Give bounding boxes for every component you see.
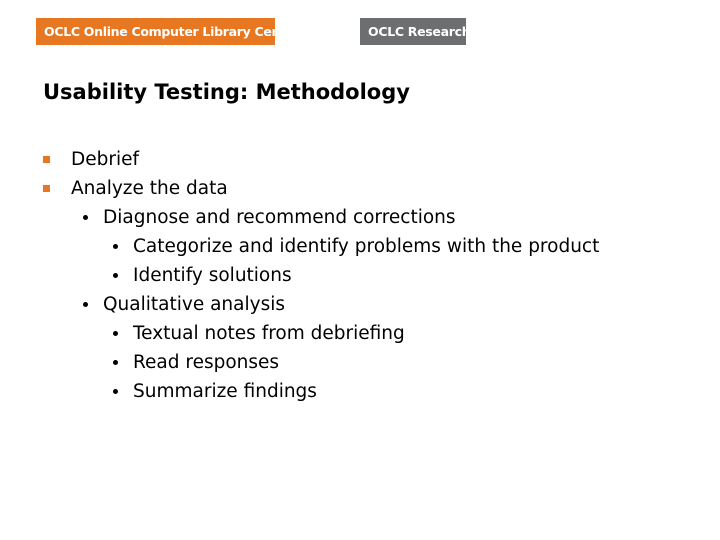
bullet-item-read-responses xyxy=(43,348,599,377)
square-bullet-icon xyxy=(43,156,50,163)
dot-bullet-icon xyxy=(113,244,118,249)
bullet-item-debrief xyxy=(43,145,599,174)
dot-bullet-icon xyxy=(113,331,118,336)
bullet-item-diagnose xyxy=(43,203,599,232)
dot-bullet-icon xyxy=(83,215,88,220)
dot-bullet-icon xyxy=(113,273,118,278)
bullet-item-summarize-findings xyxy=(43,377,599,406)
bullet-item-textual-notes xyxy=(43,319,599,348)
dot-bullet-icon xyxy=(113,360,118,365)
bullet-text: Textual notes from debriefing xyxy=(133,323,405,344)
square-bullet-icon xyxy=(43,185,50,192)
dot-bullet-icon xyxy=(83,302,88,307)
dot-bullet-icon xyxy=(113,389,118,394)
bullet-text: Categorize and identify problems with the product xyxy=(133,236,600,257)
bullet-text: Analyze the data xyxy=(71,178,228,199)
bullet-text: Qualitative analysis xyxy=(103,294,286,315)
bullet-item-analyze-the-data xyxy=(43,174,599,203)
bullet-text: Debrief xyxy=(71,149,140,170)
bullet-text: Diagnose and recommend corrections xyxy=(103,207,456,228)
bullet-text: Read responses xyxy=(133,352,280,373)
bullet-item-identify-solutions xyxy=(43,261,599,290)
bullet-item-qualitative-analysis xyxy=(43,290,599,319)
oclc-research-logo: OCLC Research xyxy=(360,18,466,45)
slide-title: Usability Testing: Methodology xyxy=(43,80,410,104)
bullet-text: Summarize findings xyxy=(133,381,317,402)
bullet-list xyxy=(43,145,599,406)
oclc-online-computer-library-center-logo: OCLC Online Computer Library Center xyxy=(36,18,275,45)
bullet-text: Identify solutions xyxy=(133,265,292,286)
bullet-item-categorize xyxy=(43,232,599,261)
